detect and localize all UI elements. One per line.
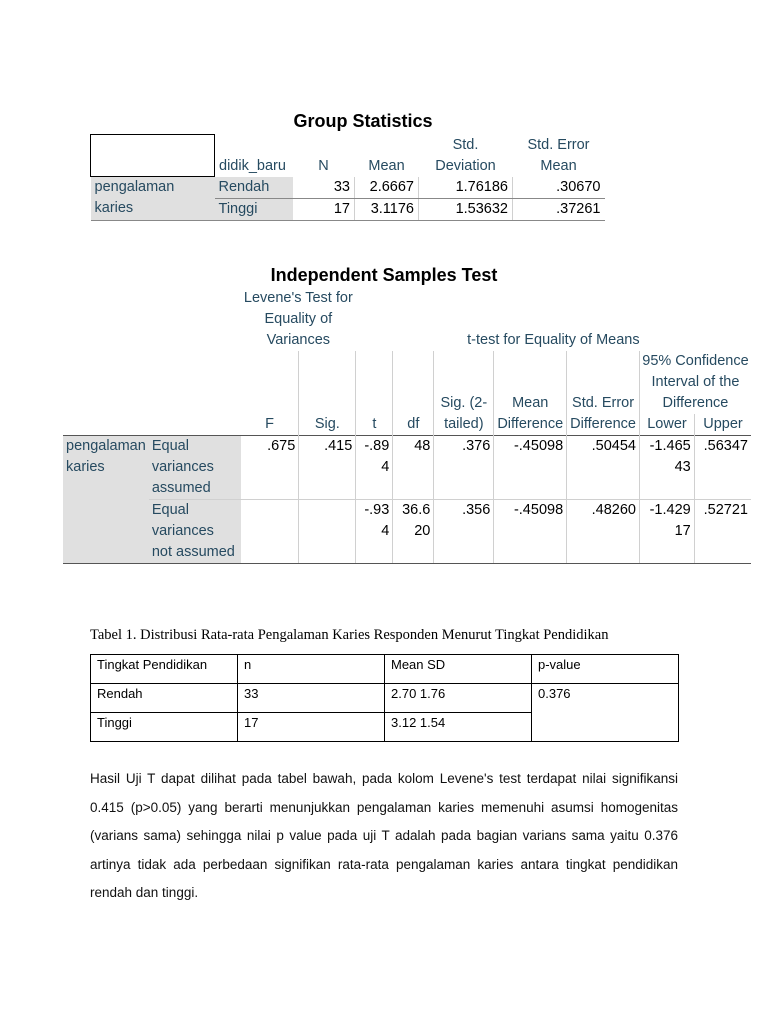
std-err-value: .37261 [513,198,605,220]
std-err-diff-value: .50454 [567,436,640,500]
f-value [241,500,299,564]
t-value: -.934 [356,500,393,564]
lower-header: Lower [640,414,695,435]
std-err-diff-header: Std. Error Difference [567,351,640,436]
mean-value: 3.1176 [355,198,419,220]
std-err-header-1: Std. Error [527,136,590,153]
mean-diff-value: -.45098 [494,500,567,564]
results-paragraph: Hasil Uji T dapat dilihat pada tabel bawah, pada kolom Levene's test terdapat nilai signifikansi 0.415 (p>0.05) yang berarti menunjukkan pengalaman karies memenuhi asumsi homogenitas (varians sama) sehingga nilai p value pada uji T adalah pada bagian varians sama yaitu 0.376 artinya tidak ada perbedaan signifikan rata-rata pengalaman karies antara tingkat pendidikan rendah dan tinggi. [90,771,678,900]
n-value: 17 [293,198,355,220]
t-value: -.894 [356,436,393,500]
f-header: F [241,351,299,436]
level-cell: Rendah [91,684,238,713]
f-value: .675 [241,436,299,500]
mean-diff-header: Mean Difference [494,351,567,436]
mean-sd-cell: 2.70 1.76 [385,684,532,713]
tabel1-header: n [238,655,385,684]
group-statistics-title: Group Statistics [293,111,433,131]
std-dev-header-2: Deviation [435,157,496,174]
p-value-cell: 0.376 [532,684,679,742]
group-label: Tinggi [215,198,293,220]
table-row [63,500,751,564]
table-caption: Tabel 1. Distribusi Rata-rata Pengalaman Karies Responden Menurut Tingkat Pendidikan [90,627,609,643]
n-cell: 33 [238,684,385,713]
tabel1-table [90,654,679,742]
n-cell: 17 [238,713,385,742]
sig-header: Sig. [299,351,356,436]
row-label: Equal variances not assumed [149,500,241,564]
n-value: 33 [293,177,355,199]
variable-label: pengalaman karies [63,436,149,564]
df-header: df [393,351,434,436]
sig-value: .415 [299,436,356,500]
tabel1-header: p-value [532,655,679,684]
tabel1-header: Tingkat Pendidikan [91,655,238,684]
table-row [91,177,605,199]
mean-sd-cell: 3.12 1.54 [385,713,532,742]
n-header: N [318,157,329,174]
level-cell: Tinggi [91,713,238,742]
corner-cell [91,135,215,177]
variable-label-2: karies [91,198,215,220]
t-header: t [356,351,393,436]
ttest-header: t-test for Equality of Means [467,332,640,348]
independent-samples-test-title: Independent Samples Test [270,265,498,285]
std-dev-value: 1.76186 [419,177,513,199]
independent-samples-test-table [63,288,751,564]
row-label: Equal variances assumed [149,436,241,500]
tabel1-header: Mean SD [385,655,532,684]
upper-header: Upper [703,416,743,432]
std-dev-header-1: Std. [452,136,479,153]
mean-header: Mean [368,157,405,174]
group-label: Rendah [215,177,293,199]
variable-label-1: pengalaman [91,177,215,199]
lower-value: -1.42917 [639,500,694,564]
std-err-value: .30670 [513,177,605,199]
group-header: didik_baru [219,157,286,174]
std-err-diff-value: .48260 [567,500,640,564]
ci-header-cell [639,351,751,436]
upper-value: .52721 [694,500,751,564]
df-value: 36.620 [393,500,434,564]
std-err-header-2: Mean [540,157,577,174]
df-value: 48 [393,436,434,500]
sig-value [299,500,356,564]
table-row [91,684,679,713]
table-row [63,436,751,500]
table-row [91,198,605,220]
lower-value: -1.46543 [639,436,694,500]
sig2-value: .356 [434,500,494,564]
ci-header: 95% Confidence Interval of the Difference [642,353,749,411]
mean-value: 2.6667 [355,177,419,199]
std-dev-value: 1.53632 [419,198,513,220]
mean-diff-value: -.45098 [494,436,567,500]
sig2-value: .376 [434,436,494,500]
sig2-header: Sig. (2-tailed) [434,351,494,436]
upper-value: .56347 [694,436,751,500]
group-statistics-table [90,134,605,221]
levene-header: Levene's Test for Equality of Variances [243,290,353,348]
